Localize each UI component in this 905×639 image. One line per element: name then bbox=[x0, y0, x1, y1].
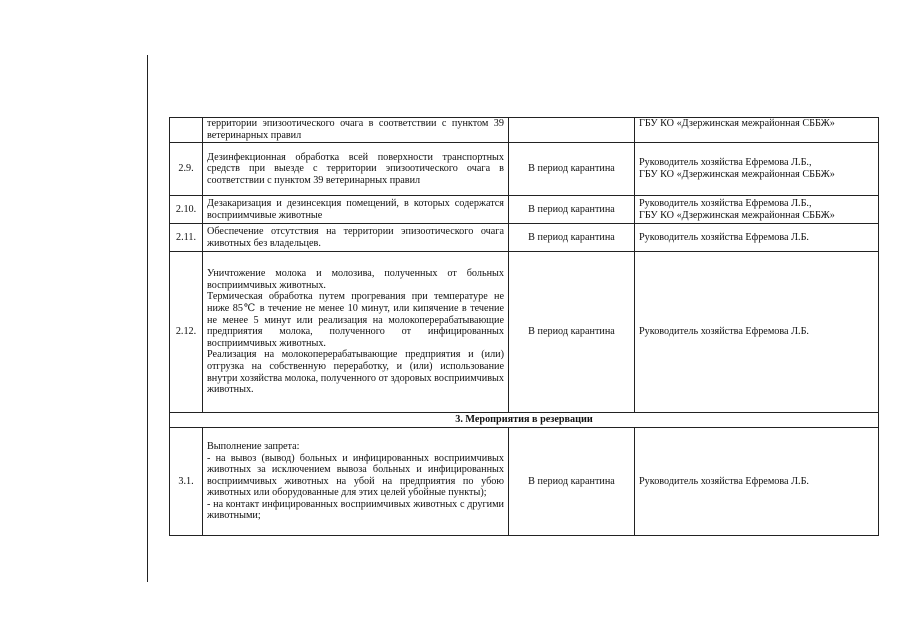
responsible-cell bbox=[635, 224, 879, 252]
period-cell: В период карантина bbox=[509, 428, 635, 536]
responsible-cell bbox=[635, 196, 879, 224]
measure-text: - на контакт инфицированных восприимчивых животных с другими животными; bbox=[207, 498, 504, 522]
period-cell bbox=[509, 118, 635, 143]
measure-text: Выполнение запрета: bbox=[207, 440, 300, 452]
table-row bbox=[170, 252, 879, 413]
responsible-line: Руководитель хозяйства Ефремова Л.Б. bbox=[639, 231, 809, 243]
responsible-line: Руководитель хозяйства Ефремова Л.Б., bbox=[639, 157, 812, 169]
row-number bbox=[170, 118, 203, 143]
responsible-line: Руководитель хозяйства Ефремова Л.Б. bbox=[639, 475, 809, 487]
table-row bbox=[170, 224, 879, 252]
section-header-row bbox=[170, 413, 879, 428]
responsible-line: ГБУ КО «Дзержинская межрайонная СББЖ» bbox=[639, 209, 835, 221]
responsible-cell bbox=[635, 252, 879, 413]
measure-text: Дезинфекционная обработка всей поверхности транспортных средств при выезде с территории эпизоотического очага в соответствии с пунктом 39 ветеринарных правил bbox=[207, 151, 504, 186]
measures-table bbox=[169, 117, 879, 536]
measure-description bbox=[203, 428, 509, 536]
period-cell: В период карантина bbox=[509, 143, 635, 196]
measure-text: Дезакаризация и дезинсекция помещений, в которых содержатся восприимчивые животные bbox=[207, 197, 504, 221]
table-row bbox=[170, 196, 879, 224]
measure-description bbox=[203, 224, 509, 252]
measure-text: - на вывоз (вывод) больных и инфицированных восприимчивых животных за исключением вывоза больных и инфицированных восприимчивых животных на убой на предприятия по убою животных или оборудованные для этих целей убойные пункты); bbox=[207, 452, 504, 499]
row-number: 2.10. bbox=[170, 196, 203, 224]
responsible-cell bbox=[635, 428, 879, 536]
measure-text: Обеспечение отсутствия на территории эпизоотического очага животных без владельцев. bbox=[207, 225, 504, 249]
responsible-cell bbox=[635, 143, 879, 196]
responsible-line: Руководитель хозяйства Ефремова Л.Б., bbox=[639, 197, 812, 209]
measure-description bbox=[203, 143, 509, 196]
responsible-cell bbox=[635, 118, 879, 143]
measure-text: Реализация на молокоперерабатывающие предприятия и (или) отгрузка на собственную переработку, и (или) использование внутри хозяйства молока, полученного от здоровых восприимчивых животных. bbox=[207, 349, 504, 396]
measure-text: Уничтожение молока и молозива, полученных от больных восприимчивых животных. bbox=[207, 268, 504, 291]
table-row bbox=[170, 143, 879, 196]
row-number: 2.11. bbox=[170, 224, 203, 252]
period-cell: В период карантина bbox=[509, 224, 635, 252]
measure-description bbox=[203, 252, 509, 413]
measure-text: Термическая обработка путем прогревания при температуре не ниже 85℃ в течение не менее 10 минут, или кипячение в течение не менее 5 минут или реализация на молокоперерабатывающие предприятия молока, полученного от инфицированных восприимчивых животных. bbox=[207, 291, 504, 349]
period-cell: В период карантина bbox=[509, 196, 635, 224]
section-title: 3. Мероприятия в резервации bbox=[170, 413, 879, 428]
measure-description bbox=[203, 196, 509, 224]
measure-description bbox=[203, 118, 509, 143]
measure-text: территории эпизоотического очага в соответствии с пунктом 39 ветеринарных правил bbox=[207, 118, 504, 141]
responsible-line: ГБУ КО «Дзержинская межрайонная СББЖ» bbox=[639, 118, 835, 129]
responsible-line: ГБУ КО «Дзержинская межрайонная СББЖ» bbox=[639, 169, 835, 180]
row-number: 2.12. bbox=[170, 252, 203, 413]
page-margin-line bbox=[147, 55, 148, 582]
table-row bbox=[170, 428, 879, 536]
period-cell: В период карантина bbox=[509, 252, 635, 413]
row-number: 3.1. bbox=[170, 428, 203, 536]
responsible-line: Руководитель хозяйства Ефремова Л.Б. bbox=[639, 326, 809, 338]
row-number: 2.9. bbox=[170, 143, 203, 196]
table-row bbox=[170, 118, 879, 143]
